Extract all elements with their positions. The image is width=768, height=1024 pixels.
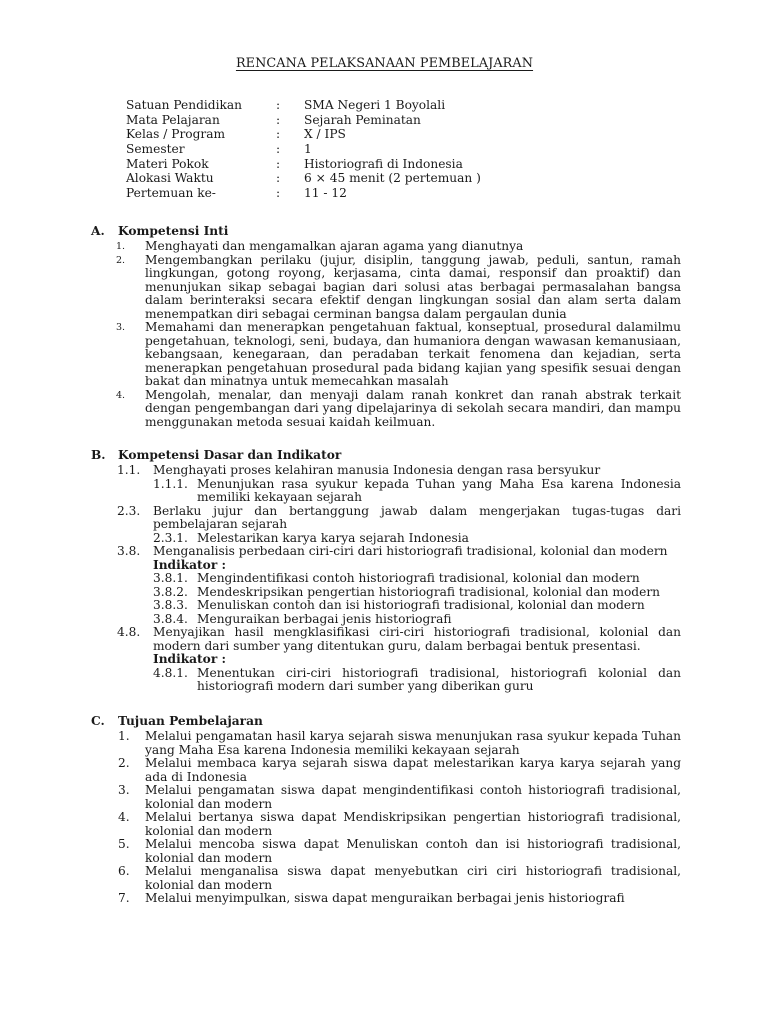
item-text: Melalui menyimpulkan, siswa dapat menguraikan berbagai jenis historiografi (145, 891, 625, 905)
identity-colon: : (276, 156, 281, 171)
identity-value: 6 × 45 menit (2 pertemuan ) (304, 171, 481, 186)
item-number: 1.1. (117, 463, 141, 477)
list-item (118, 730, 681, 757)
identity-label: Mata Pelajaran (126, 112, 220, 127)
indicator-item (153, 613, 681, 627)
item-number: 3. (116, 322, 126, 333)
item-text: Melalui pengamatan hasil karya sejarah siswa menunjukan rasa syukur kepada Tuhan yang Maha Esa karena Indonesia memiliki kekayaan sejarah (145, 729, 681, 757)
kd-item (117, 545, 681, 559)
indicator-item (153, 532, 681, 546)
list-item (116, 254, 681, 322)
section-kompetensi-dasar (91, 449, 681, 694)
identity-label: Kelas / Program (126, 127, 226, 142)
item-text: Menuliskan contoh dan isi historiografi tradisional, kolonial dan modern (197, 598, 645, 612)
item-text: Melestarikan karya karya sejarah Indonesia (197, 530, 469, 545)
item-text: Menghayati proses kelahiran manusia Indonesia dengan rasa bersyukur (153, 463, 601, 477)
identity-colon: : (276, 112, 281, 127)
identity-label: Alokasi Waktu (126, 171, 214, 186)
indicator-item (153, 478, 681, 505)
section-letter: C. (91, 714, 105, 728)
list-item (116, 240, 681, 254)
item-number: 3.8.3. (153, 598, 188, 612)
item-number: 4. (116, 389, 126, 401)
item-number: 1.1.1. (153, 476, 188, 491)
section-letter: A. (91, 224, 105, 238)
identity-colon: : (276, 186, 281, 201)
item-number: 4.8.1. (153, 665, 188, 680)
item-text: Menentukan ciri-ciri historiografi tradisional, historiografi kolonial dan historiografi modern dari sumber yang diberikan guru (197, 665, 681, 693)
section-title: Kompetensi Inti (118, 224, 229, 238)
item-text: Berlaku jujur dan bertanggung jawab dalam mengerjakan tugas-tugas dari pembelajaran sejarah (153, 503, 681, 531)
section-title: Tujuan Pembelajaran (118, 714, 263, 728)
identity-colon: : (276, 98, 281, 112)
list-item (118, 838, 681, 865)
indicator-item (153, 572, 681, 586)
identity-row (126, 158, 604, 173)
indicator-item (153, 667, 681, 694)
identity-label: Materi Pokok (126, 156, 209, 171)
identity-value: SMA Negeri 1 Boyolali (304, 98, 446, 112)
item-number: 3.8.4. (153, 611, 188, 626)
item-number: 2. (118, 756, 130, 770)
identity-label: Satuan Pendidikan (126, 98, 242, 112)
item-text: Menganalisis perbedaan ciri-ciri dari historiografi tradisional, kolonial dan modern (153, 544, 668, 558)
item-text: Melalui menganalisa siswa dapat menyebutkan ciri ciri historiografi tradisional, kolonial dan modern (145, 864, 681, 892)
section-kompetensi-inti (91, 225, 681, 429)
item-number: 7. (118, 891, 130, 905)
identity-value: 1 (304, 142, 312, 157)
indicator-item (153, 586, 681, 600)
identity-label: Pertemuan ke- (126, 186, 216, 201)
identity-value: 11 - 12 (304, 186, 347, 201)
item-number: 2.3. (117, 503, 141, 518)
identity-label: Semester (126, 142, 185, 157)
section-tujuan-pembelajaran (91, 715, 681, 906)
identity-value: Historiografi di Indonesia (304, 156, 463, 171)
list-item (118, 811, 681, 838)
item-text: Menunjukan rasa syukur kepada Tuhan yang Maha Esa karena Indonesia memiliki kekayaan sejarah (197, 476, 681, 504)
identity-colon: : (276, 127, 281, 142)
item-text: Memahami dan menerapkan pengetahuan faktual, konseptual, prosedural dalamilmu pengetahuan, teknologi, seni, budaya, dan humaniora dengan wawasan kemanusiaan, kebangsaan, kenegaraan, dan peradaban terkait fenomena dan kejadian, serta menerapkan pengetahuan prosedural pada bidang kajian yang spesifik sesuai dengan bakat dan minatnya untuk memecahkan masalah (145, 320, 681, 388)
item-number: 3. (118, 783, 130, 797)
item-number: 1. (116, 241, 126, 252)
section-letter: B. (91, 448, 106, 462)
section-heading (91, 449, 681, 464)
item-number: 2. (116, 254, 126, 266)
identity-colon: : (276, 142, 281, 157)
identity-row (126, 99, 604, 114)
item-text: Melalui mencoba siswa dapat Menuliskan contoh dan isi historiografi tradisional, kolonial dan modern (145, 837, 681, 865)
item-number: 3.8.1. (153, 571, 188, 585)
item-text: Mengindentifikasi contoh historiografi tradisional, kolonial dan modern (197, 571, 640, 585)
indikator-label: Indikator : (153, 557, 226, 572)
kd-item (117, 464, 681, 478)
indikator-label: Indikator : (153, 652, 226, 666)
list-item (116, 389, 681, 430)
identity-row (126, 143, 604, 158)
item-number: 3.8. (117, 544, 141, 558)
indicator-item (153, 599, 681, 613)
list-item (118, 865, 681, 892)
item-number: 1. (118, 729, 130, 743)
item-text: Menyajikan hasil mengklasifikasi ciri-ciri historiografi tradisional, kolonial dan modern dari sumber yang ditentukan guru, dalam berbagai bentuk presentasi. (153, 625, 681, 653)
item-text: Mengembangkan perilaku (jujur, disiplin, tanggung jawab, peduli, santun, ramah lingkungan, gotong royong, kerjasama, cinta damai, responsif dan proaktif) dan menunjukan sikap sebagai bagian dari solusi atas berbagai permasalahan bangsa dalam berinteraksi secara efektif dengan lingkungan sosial dan alam serta dalam menempatkan diri sebagai cerminan bangsa dalam pergaulan dunia (145, 252, 681, 321)
list-item (118, 784, 681, 811)
item-number: 3.8.2. (153, 584, 188, 599)
item-text: Melalui membaca karya sejarah siswa dapat melestarikan karya karya sejarah yang ada di Indonesia (145, 756, 681, 784)
identity-table (126, 99, 604, 202)
identity-row (126, 128, 604, 143)
list-item (118, 757, 681, 784)
item-text: Menguraikan berbagai jenis historiografi (197, 611, 452, 626)
identity-row (126, 172, 604, 187)
identity-row (126, 187, 604, 202)
identity-value: Sejarah Peminatan (304, 112, 421, 127)
identity-colon: : (276, 171, 281, 186)
section-heading (91, 715, 681, 730)
section-heading (91, 225, 681, 240)
document-title: RENCANA PELAKSANAAN PEMBELAJARAN (235, 56, 534, 71)
item-text: Menghayati dan mengamalkan ajaran agama yang dianutnya (145, 239, 524, 253)
item-text: Mengolah, menalar, dan menyaji dalam ranah konkret dan ranah abstrak terkait dengan pengembangan dari yang dipelajarinya di sekolah secara mandiri, dan mampu menggunakan metoda sesuai kaidah keilmuan. (145, 387, 681, 429)
item-number: 4.8. (117, 625, 141, 639)
item-number: 6. (118, 864, 130, 878)
kd-item (117, 626, 681, 653)
item-number: 5. (118, 837, 130, 851)
item-text: Melalui pengamatan siswa dapat mengindentifikasi contoh historiografi tradisional, kolonial dan modern (145, 783, 681, 811)
identity-value: X / IPS (304, 127, 346, 142)
section-title: Kompetensi Dasar dan Indikator (118, 448, 342, 462)
list-item (116, 321, 681, 389)
kd-item (117, 505, 681, 532)
list-item (118, 892, 681, 906)
item-text: Mendeskripsikan pengertian historiografi tradisional, kolonial dan modern (197, 584, 660, 599)
item-number: 2.3.1. (153, 530, 188, 545)
identity-row (126, 114, 604, 129)
item-text: Melalui bertanya siswa dapat Mendiskripsikan pengertian historiografi tradisional, kolonial dan modern (145, 810, 681, 838)
item-number: 4. (118, 810, 130, 824)
